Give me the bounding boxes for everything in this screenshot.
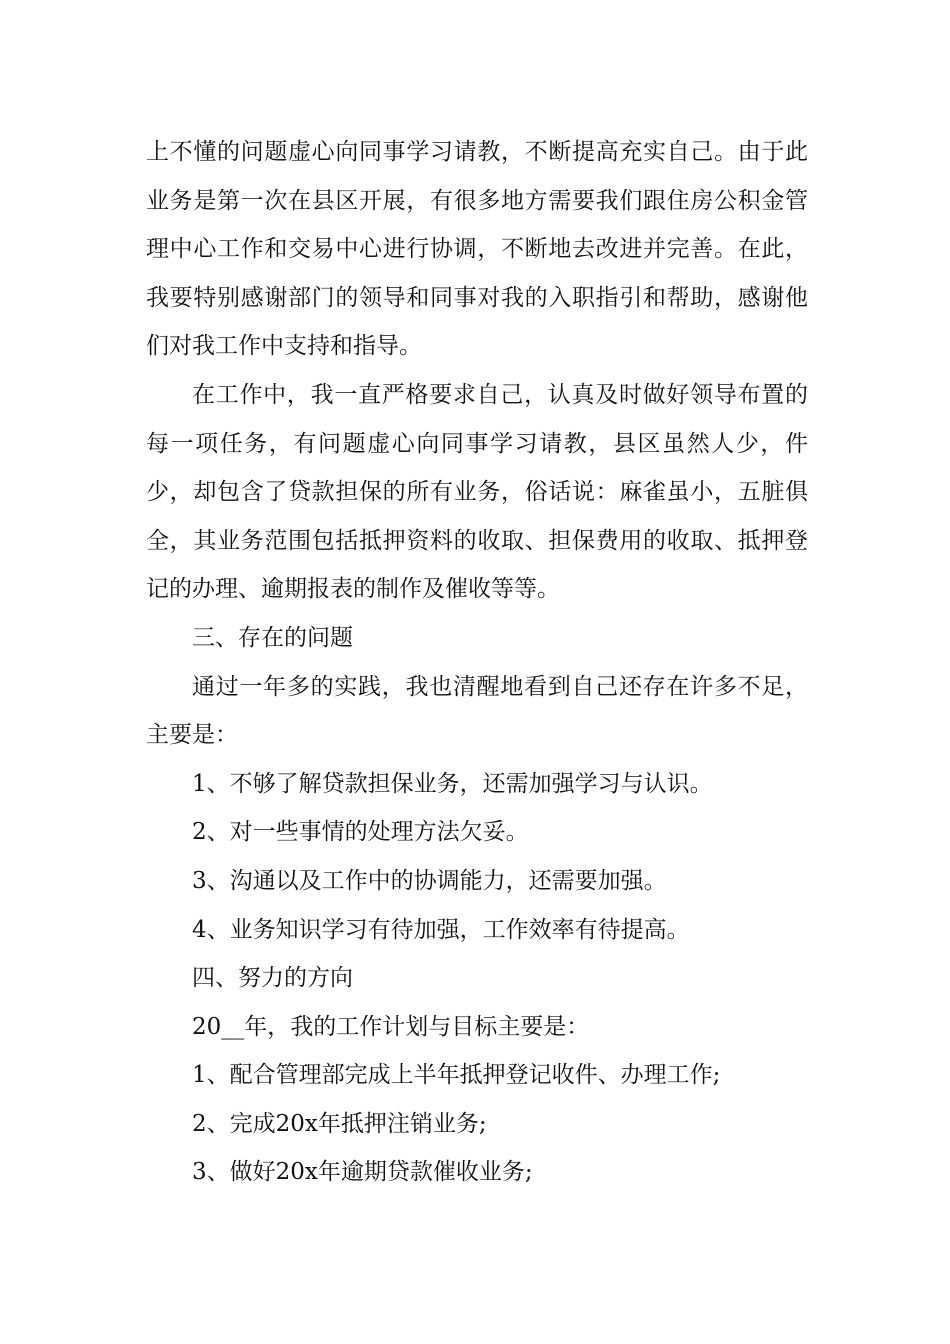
list-item-problem-1: 1、不够了解贷款担保业务，还需加强学习与认识。 <box>192 770 713 797</box>
section-heading-direction: 四、努力的方向 <box>192 965 353 992</box>
paragraph-continuation: 上不懂的问题虚心向同事学习请教，不断提高充实自己。由于此业务是第一次在县区开展，有很多地方需要我们跟住房公积金管理中心工作和交易中心进行协调，不断地去改进并完善。在此，我要特别感谢部门的领导和同事对我的入职指引和帮助，感谢他们对我工作中支持和指导。 <box>146 139 808 360</box>
list-item-problem-3: 3、沟通以及工作中的协调能力，还需要加强。 <box>192 867 667 894</box>
paragraph-problems-intro: 通过一年多的实践，我也清醒地看到自己还存在许多不足，主要是： <box>146 673 808 749</box>
list-item-problem-4: 4、业务知识学习有待加强，工作效率有待提高。 <box>192 916 690 943</box>
section-heading-problems: 三、存在的问题 <box>192 624 353 651</box>
list-item-problem-2: 2、对一些事情的处理方法欠妥。 <box>192 819 529 846</box>
paragraph-plan-intro: 20__年，我的工作计划与目标主要是： <box>192 1013 590 1040</box>
list-item-plan-3: 3、做好20x年逾期贷款催收业务; <box>192 1159 533 1186</box>
paragraph-work-attitude: 在工作中，我一直严格要求自己，认真及时做好领导布置的每一项任务，有问题虚心向同事学习请教，县区虽然人少，件少，却包含了贷款担保的所有业务，俗话说：麻雀虽小，五脏俱全，其业务范围包括抵押资料的收取、担保费用的收取、抵押登记的办理、逾期报表的制作及催收等等。 <box>146 381 808 603</box>
list-item-plan-1: 1、配合管理部完成上半年抵押登记收件、办理工作; <box>192 1062 721 1089</box>
document-body <box>146 128 808 1197</box>
list-item-plan-2: 2、完成20x年抵押注销业务; <box>192 1110 487 1137</box>
